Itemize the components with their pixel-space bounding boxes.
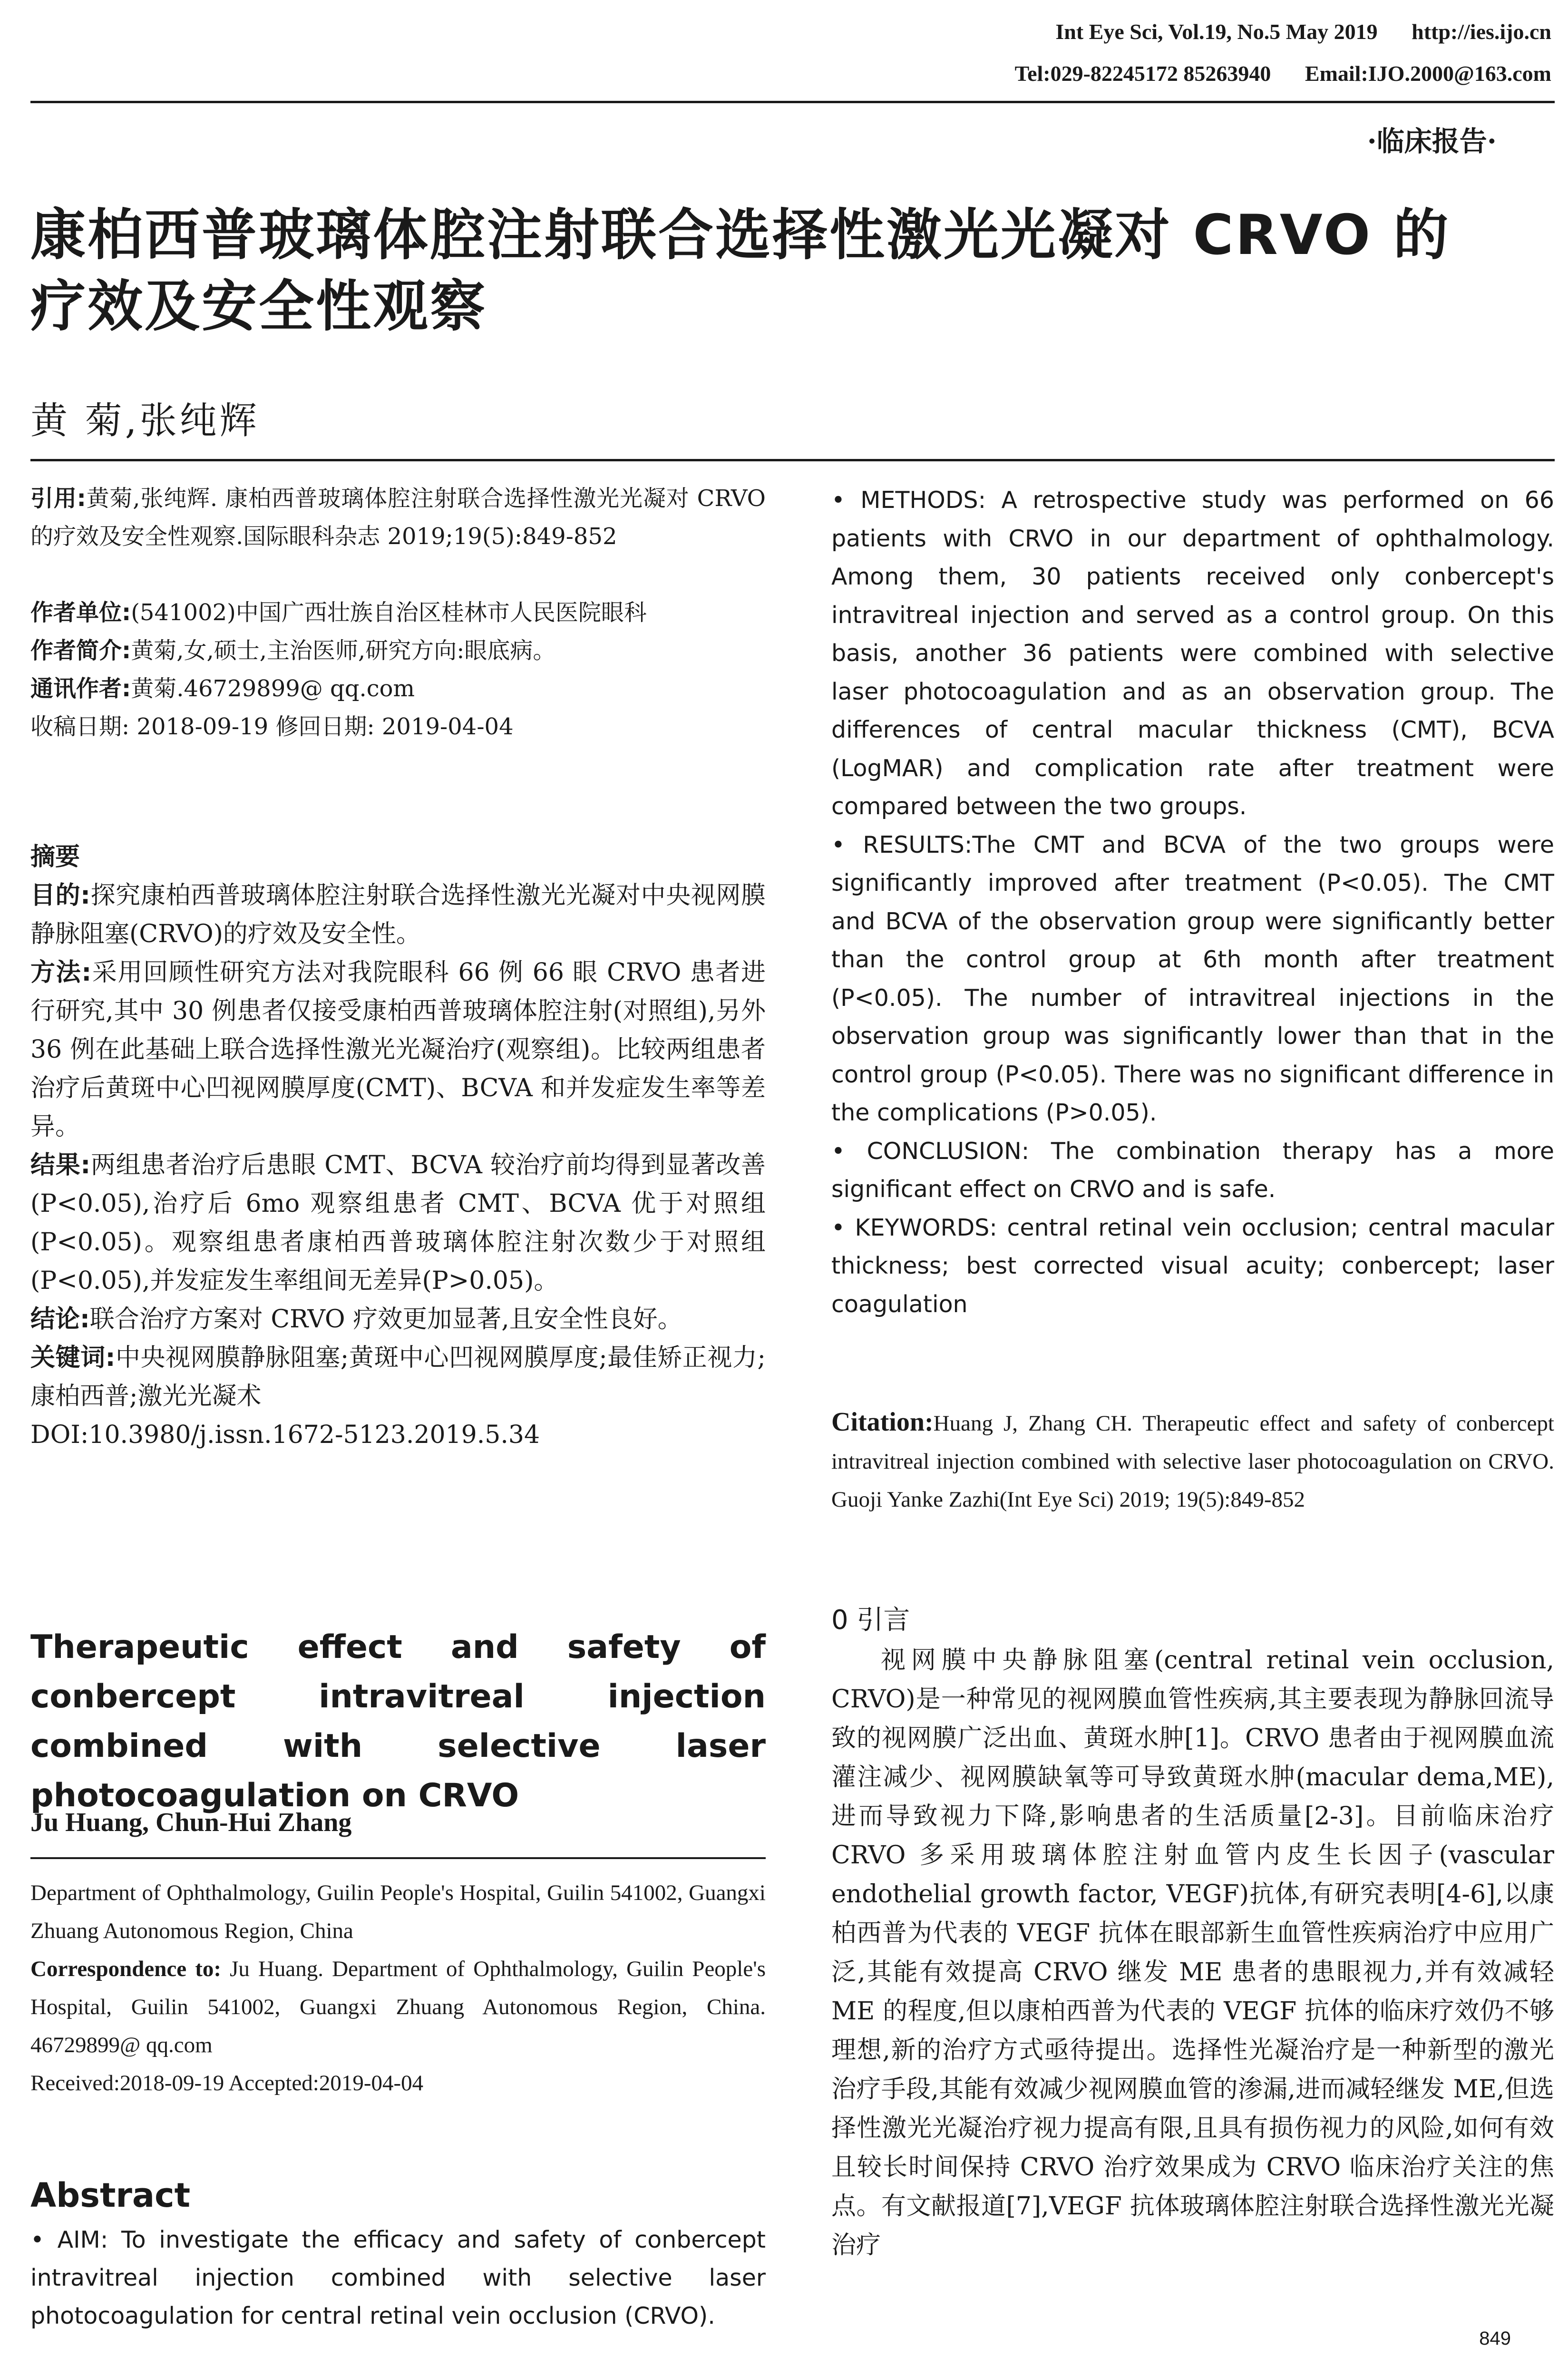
en-keywords-label: • KEYWORDS: bbox=[831, 1214, 997, 1241]
cn-aim-label: 目的: bbox=[30, 881, 90, 910]
journal-email: Email:IJO.2000@163.com bbox=[1305, 61, 1551, 86]
cn-citation bbox=[30, 479, 766, 555]
cn-aim-text: 探究康柏西普玻璃体腔注射联合选择性激光光凝对中央视网膜静脉阻塞(CRVO)的疗效及安全性。 bbox=[30, 881, 766, 948]
cn-methods-text: 采用回顾性研究方法对我院眼科 66 例 66 眼 CRVO 患者进行研究,其中 30 例患者仅接受康柏西普玻璃体腔注射(对照组),另外 36 例在此基础上联合选择性激光光凝治疗(观察组)。比较两组患者治疗后黄斑中心凹视网膜厚度(CMT)、BCVA 和并发症发生率等差异。 bbox=[30, 958, 766, 1141]
journal-tel: Tel:029-82245172 85263940 bbox=[1014, 61, 1271, 86]
en-results-text: The CMT and BCVA of the two groups were significantly improved after treatment (P<0.05). The CMT and BCVA of the observation group were significantly better than the control group at 6th month after treatment (P<0.05). The number of intravitreal injections in the observation group was significantly lower than that in the control group (P<0.05). There was no significant difference in the complications (P>0.05). bbox=[831, 831, 1554, 1126]
cn-citation-label: 引用: bbox=[30, 485, 86, 512]
section-label: ·临床报告· bbox=[1367, 125, 1497, 157]
cn-conclusion bbox=[30, 1300, 766, 1339]
cn-citation-text: 黄菊,张纯辉. 康柏西普玻璃体腔注射联合选择性激光光凝对 CRVO 的疗效及安全性观察.国际眼科杂志 2019;19(5):849-852 bbox=[30, 485, 766, 550]
cn-doi: DOI:10.3980/j.issn.1672-5123.2019.5.34 bbox=[30, 1421, 540, 1449]
cn-abstract-heading: 摘要 bbox=[30, 843, 80, 871]
en-received: Received:2018-09-19 Accepted:2019-04-04 bbox=[30, 2071, 424, 2095]
cn-affiliation-text: (541002)中国广西壮族自治区桂林市人民医院眼科 bbox=[131, 599, 647, 626]
en-methods bbox=[831, 481, 1554, 826]
en-correspondence-label: Correspondence to: bbox=[30, 1957, 221, 1981]
en-correspondence bbox=[30, 1950, 766, 2064]
cn-bio-label: 作者简介: bbox=[30, 637, 131, 664]
cn-keywords bbox=[30, 1339, 766, 1416]
en-citation bbox=[831, 1403, 1554, 1519]
cn-results-label: 结果: bbox=[30, 1151, 91, 1179]
intro-paragraph: 视网膜中央静脉阻塞(central retinal vein occlusion, CRVO)是一种常见的视网膜血管性疾病,其主要表现为静脉回流导致的视网膜广泛出血、黄斑水肿[1]。CRVO 患者由于视网膜血流灌注减少、视网膜缺氧等可导致黄斑水肿(macular dema,ME),进而导致视力下降,影响患者的生活质量[2-3]。目前临床治疗 CRVO 多采用玻璃体腔注射血管内皮生长因子(vascular endothelial growth factor, VEGF)抗体,有研究表明[4-6],以康柏西普为代表的 VEGF 抗体在眼部新生血管性疾病治疗中应用广泛,其能有效提高 CRVO 继发 ME 患者的患眼视力,并有效减轻 ME 的程度,但以康柏西普为代表的 VEGF 抗体的临床疗效仍不够理想,新的治疗方式亟待提出。选择性光凝治疗是一种新型的激光治疗手段,其能有效减少视网膜血管的渗漏,进而减轻继发 ME,但选择性激光光凝治疗视力提高有限,且具有损伤视力的风险,如何有效且较长时间保持 CRVO 治疗效果成为 CRVO 临床治疗关注的焦点。有文献报道[7],VEGF 抗体玻璃体腔注射联合选择性激光光凝治疗 bbox=[831, 1646, 1554, 2260]
en-methods-label: • METHODS: bbox=[831, 487, 986, 514]
cn-bio bbox=[30, 632, 766, 670]
cn-affiliation-label: 作者单位: bbox=[30, 599, 131, 626]
en-affiliation-block bbox=[30, 1874, 766, 2102]
en-citation-text: Huang J, Zhang CH. Therapeutic effect and safety of conbercept intravitreal injection combined with selective laser photocoagulation on CRVO. Guoji Yanke Zazhi(Int Eye Sci) 2019; 19(5):849-852 bbox=[831, 1411, 1554, 1512]
en-results-label: • RESULTS: bbox=[831, 831, 973, 858]
en-conclusion-text: The combination therapy has a more significant effect on CRVO and is safe. bbox=[831, 1137, 1555, 1203]
cn-results bbox=[30, 1146, 766, 1300]
cn-affiliation bbox=[30, 594, 766, 632]
en-aim-label: • AIM: bbox=[30, 2226, 108, 2253]
en-keywords bbox=[831, 1209, 1554, 1324]
article-title-line2: 疗效及安全性观察 bbox=[30, 274, 487, 339]
cn-bio-text: 黄菊,女,硕士,主治医师,研究方向:眼底病。 bbox=[131, 637, 556, 664]
en-abstract-heading: Abstract bbox=[30, 2176, 191, 2215]
cn-corresponding-label: 通讯作者: bbox=[30, 675, 131, 702]
en-aim-text: To investigate the efficacy and safety of conbercept intravitreal injection combined with selective laser photocoagulation for central retinal vein occlusion (CRVO). bbox=[30, 2226, 766, 2329]
en-abstract-right bbox=[831, 481, 1554, 1324]
article-authors: 黄 菊,张纯辉 bbox=[30, 399, 260, 442]
cn-results-text: 两组患者治疗后患眼 CMT、BCVA 较治疗前均得到显著改善(P<0.05),治疗后 6mo 观察组患者 CMT、BCVA 优于对照组(P<0.05)。观察组患者康柏西普玻璃体腔注射次数少于对照组(P<0.05),并发症发生率组间无差异(P>0.05)。 bbox=[30, 1151, 766, 1295]
cn-methods bbox=[30, 954, 766, 1146]
cn-dates: 收稿日期: 2018-09-19 修回日期: 2019-04-04 bbox=[30, 713, 514, 740]
cn-keywords-label: 关键词: bbox=[30, 1344, 116, 1372]
journal-header-line2 bbox=[1015, 61, 1551, 86]
cn-methods-label: 方法: bbox=[30, 958, 92, 987]
page-number: 849 bbox=[1479, 2328, 1511, 2349]
en-department: Department of Ophthalmology, Guilin People's Hospital, Guilin 541002, Guangxi Zhuang Autonomous Region, China bbox=[30, 1880, 766, 1943]
journal-issue: Int Eye Sci, Vol.19, No.5 May 2019 bbox=[1055, 19, 1378, 44]
cn-conclusion-label: 结论: bbox=[30, 1305, 90, 1334]
cn-corresponding bbox=[30, 670, 766, 708]
header-rule bbox=[30, 101, 1555, 103]
en-aim bbox=[30, 2221, 766, 2335]
authors-rule bbox=[30, 459, 1555, 461]
journal-website: http://ies.ijo.cn bbox=[1412, 19, 1551, 44]
intro-body bbox=[831, 1641, 1554, 2265]
cn-corresponding-text: 黄菊.46729899@ qq.com bbox=[131, 675, 415, 702]
en-authors: Ju Huang, Chun-Hui Zhang bbox=[30, 1808, 352, 1837]
en-authors-rule bbox=[30, 1857, 766, 1859]
en-conclusion bbox=[831, 1132, 1554, 1209]
cn-conclusion-text: 联合治疗方案对 CRVO 疗效更加显著,且安全性良好。 bbox=[89, 1305, 682, 1334]
en-correspondence-text: Ju Huang. Department of Ophthalmology, Guilin People's Hospital, Guilin 541002, Guangxi Zhuang Autonomous Region, China. 46729899@ qq.com bbox=[30, 1957, 766, 2057]
journal-header-line1 bbox=[1055, 19, 1551, 44]
en-methods-text: A retrospective study was performed on 66 patients with CRVO in our department of ophthalmology. Among them, 30 patients received only conbercept's intravitreal injection and served as a control group. On this basis, another 36 patients were combined with selective laser photocoagulation and as an observation group. The differences of central macular thickness (CMT), BCVA (LogMAR) and complication rate after treatment were compared between the two groups. bbox=[831, 487, 1554, 820]
en-citation-label: Citation: bbox=[831, 1407, 934, 1437]
en-conclusion-label: • CONCLUSION: bbox=[831, 1137, 1030, 1165]
article-title-line1: 康柏西普玻璃体腔注射联合选择性激光光凝对 CRVO 的 bbox=[30, 203, 1451, 267]
en-keywords-text: central retinal vein occlusion; central macular thickness; best corrected visual acuity; conbercept; laser coagulation bbox=[831, 1214, 1554, 1318]
cn-abstract bbox=[30, 838, 766, 1454]
en-title: Therapeutic effect and safety of conbercept intravitreal injection combined with selective laser photocoagulation on CRVO bbox=[30, 1628, 766, 1814]
cn-aim bbox=[30, 877, 766, 954]
cn-meta-block bbox=[30, 479, 766, 746]
en-results bbox=[831, 826, 1554, 1132]
cn-keywords-text: 中央视网膜静脉阻塞;黄斑中心凹视网膜厚度;最佳矫正视力;康柏西普;激光光凝术 bbox=[30, 1344, 766, 1411]
article-title bbox=[30, 200, 1552, 342]
intro-heading: 0 引言 bbox=[831, 1605, 910, 1636]
